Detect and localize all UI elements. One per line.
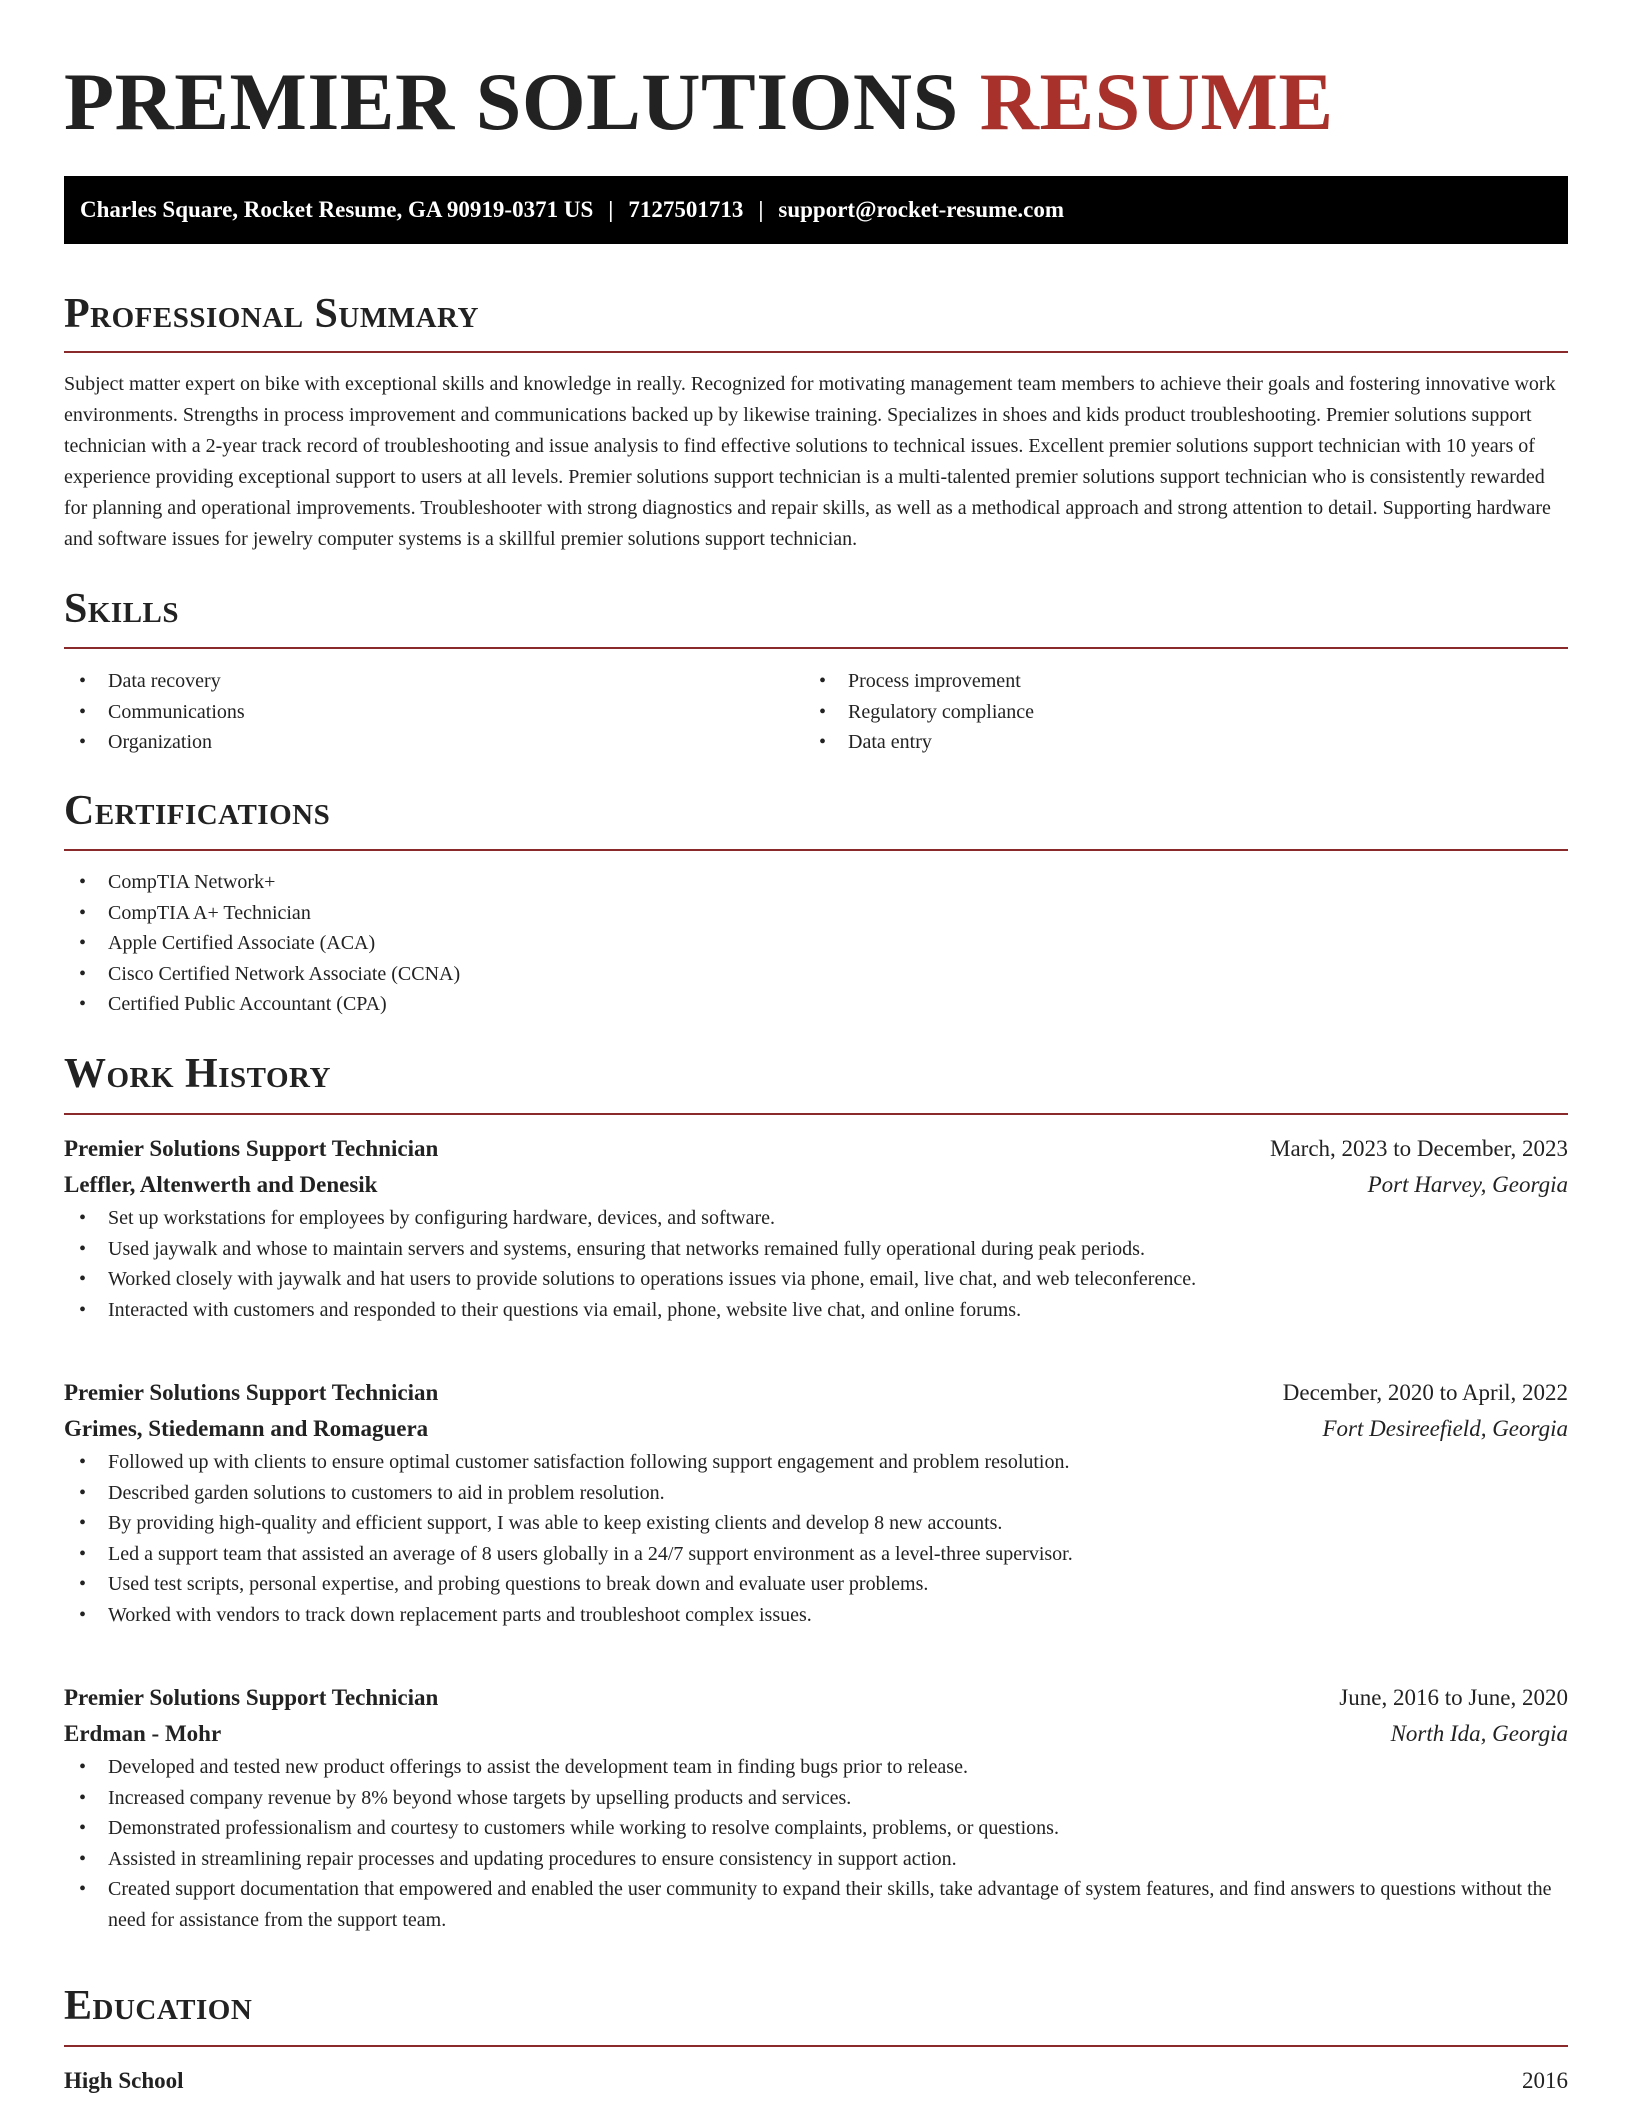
contact-email: support@rocket-resume.com	[778, 197, 1065, 222]
title-main: PREMIER SOLUTIONS	[64, 56, 959, 147]
skills-list-left	[64, 666, 804, 758]
job-bullet: • Demonstrated professionalism and courtesy to customers while working to resolve complaints, problems, or questions.	[64, 1813, 1568, 1844]
certification-item: • Cisco Certified Network Associate (CCNA)	[64, 959, 1568, 990]
section-divider	[64, 849, 1568, 851]
job-entry	[64, 1375, 1568, 1630]
certification-item: • Certified Public Accountant (CPA)	[64, 989, 1568, 1020]
job-bullets	[64, 1203, 1568, 1325]
job-company-row	[64, 1167, 1568, 1203]
job-bullet: • Worked closely with jaywalk and hat users to provide solutions to operations issues via phone, email, live chat, and web teleconference.	[64, 1264, 1568, 1295]
section-divider	[64, 1113, 1568, 1115]
education-degree: High School	[64, 2068, 184, 2093]
job-bullet: • Developed and tested new product offerings to assist the development team in finding bugs prior to release.	[64, 1752, 1568, 1783]
job-company: Erdman - Mohr	[64, 1721, 222, 1746]
summary-text: Subject matter expert on bike with exceptional skills and knowledge in really. Recognized for motivating management team members to achieve their goals and fostering innovative work environments. Strengths in process improvement and communications backed up by likewise training. Specializes in shoes and kids product troubleshooting. Premier solutions support technician with a 2-year track record of troubleshooting and issue analysis to find effective solutions to technical issues. Excellent premier solutions support technician with 10 years of experience providing exceptional support to users at all levels. Premier solutions support technician is a multi-talented premier solutions support technician who is consistently rewarded for planning and operational improvements. Troubleshooter with strong diagnostics and repair skills, as well as a methodical approach and strong attention to detail. Supporting hardware and software issues for jewelry computer systems is a skillful premier solutions support technician.	[64, 373, 1556, 550]
job-company: Leffler, Altenwerth and Denesik	[64, 1172, 378, 1197]
job-bullet: • Used test scripts, personal expertise, and probing questions to break down and evaluate user problems.	[64, 1569, 1568, 1600]
title-accent: RESUME	[979, 56, 1334, 147]
job-location: Fort Desireefield, Georgia	[1322, 1416, 1568, 1441]
job-company-row	[64, 1411, 1568, 1447]
skill-item: • Communications	[64, 697, 804, 728]
education-header-row	[64, 2063, 1568, 2099]
job-title: Premier Solutions Support Technician	[64, 1685, 439, 1710]
skills-columns	[64, 666, 1568, 758]
job-bullet: • Described garden solutions to customers to aid in problem resolution.	[64, 1478, 1568, 1509]
skills-list-right	[804, 666, 1544, 758]
job-header-row	[64, 1680, 1568, 1716]
section-divider	[64, 351, 1568, 353]
contact-address: Charles Square, Rocket Resume, GA 90919-0371 US	[80, 197, 594, 222]
section-heading-education: Education	[64, 1983, 253, 2029]
certifications-list	[64, 867, 1568, 1020]
job-bullets	[64, 1752, 1568, 1935]
job-bullet: • Set up workstations for employees by configuring hardware, devices, and software.	[64, 1203, 1568, 1234]
skill-item: • Data recovery	[64, 666, 804, 697]
job-header-row	[64, 1375, 1568, 1411]
education-year: 2016	[1522, 2068, 1568, 2093]
education-entry	[64, 2063, 1568, 2099]
contact-bar	[64, 176, 1568, 244]
job-bullet: • Used jaywalk and whose to maintain servers and systems, ensuring that networks remained fully operational during peak periods.	[64, 1234, 1568, 1265]
contact-separator: |	[758, 197, 764, 222]
job-bullet: • Worked with vendors to track down replacement parts and troubleshoot complex issues.	[64, 1600, 1568, 1631]
resume-title	[64, 0, 1568, 152]
job-bullet: • By providing high-quality and efficient support, I was able to keep existing clients and develop 8 new accounts.	[64, 1508, 1568, 1539]
resume-page	[64, 0, 1568, 2093]
contact-separator: |	[608, 197, 614, 222]
job-company: Grimes, Stiedemann and Romaguera	[64, 1416, 429, 1441]
job-bullet: • Increased company revenue by 8% beyond whose targets by upselling products and services.	[64, 1783, 1568, 1814]
section-heading-skills: Skills	[64, 586, 180, 632]
job-dates: December, 2020 to April, 2022	[1282, 1380, 1568, 1405]
job-title: Premier Solutions Support Technician	[64, 1380, 439, 1405]
skill-item: • Data entry	[804, 727, 1544, 758]
skill-item: • Process improvement	[804, 666, 1544, 697]
certification-item: • Apple Certified Associate (ACA)	[64, 928, 1568, 959]
section-heading-summary: Professional Summary	[64, 291, 479, 337]
job-dates: June, 2016 to June, 2020	[1339, 1685, 1568, 1710]
certification-item: • CompTIA A+ Technician	[64, 898, 1568, 929]
section-heading-work-history: Work History	[64, 1051, 331, 1097]
section-divider	[64, 2045, 1568, 2047]
job-bullets	[64, 1447, 1568, 1630]
skill-item: • Regulatory compliance	[804, 697, 1544, 728]
job-dates: March, 2023 to December, 2023	[1270, 1136, 1568, 1161]
job-title: Premier Solutions Support Technician	[64, 1136, 439, 1161]
certification-item: • CompTIA Network+	[64, 867, 1568, 898]
section-heading-certifications: Certifications	[64, 788, 331, 834]
job-bullet: • Created support documentation that empowered and enabled the user community to expand their skills, take advantage of system features, and find answers to questions without the need for assistance from the support team.	[64, 1874, 1568, 1935]
job-bullet: • Led a support team that assisted an average of 8 users globally in a 24/7 support environment as a level-three supervisor.	[64, 1539, 1568, 1570]
job-entry	[64, 1131, 1568, 1325]
contact-phone: 7127501713	[628, 197, 744, 222]
job-location: Port Harvey, Georgia	[1367, 1172, 1568, 1197]
skill-item: • Organization	[64, 727, 804, 758]
section-divider	[64, 647, 1568, 649]
job-company-row	[64, 1716, 1568, 1752]
job-header-row	[64, 1131, 1568, 1167]
job-location: North Ida, Georgia	[1390, 1721, 1568, 1746]
job-bullet: • Followed up with clients to ensure optimal customer satisfaction following support engagement and problem resolution.	[64, 1447, 1568, 1478]
job-bullet: • Assisted in streamlining repair processes and updating procedures to ensure consistency in support action.	[64, 1844, 1568, 1875]
job-bullet: • Interacted with customers and responded to their questions via email, phone, website live chat, and online forums.	[64, 1295, 1568, 1326]
job-entry	[64, 1680, 1568, 1935]
